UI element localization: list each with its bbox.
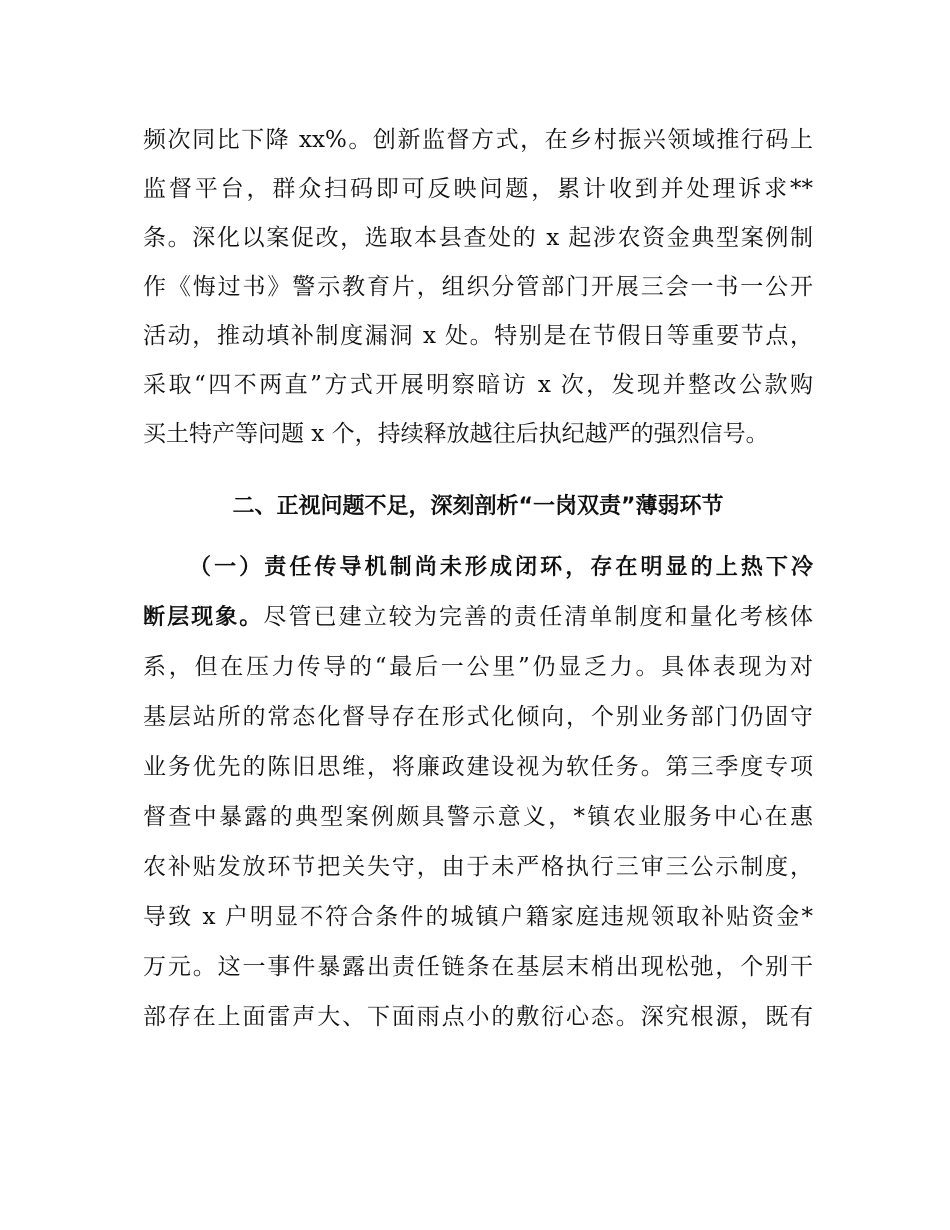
paragraph-2-line: 万元。这一事件暴露出责任链条在基层末梢出现松弛，个别干: [143, 954, 813, 980]
paragraph-2-line: 导致 x 户明显不符合条件的城镇户籍家庭违规领取补贴资金*: [143, 904, 813, 930]
paragraph-2-lead-line: [143, 547, 813, 587]
paragraph-1-line: 买土特产等问题 x 个，持续释放越往后执纪越严的强烈信号。: [143, 421, 769, 447]
subsection-heading-part-2: 断层现象。: [143, 605, 264, 630]
paragraph-1-line: 采取“四不两直”方式开展明察暗访 x 次，发现并整改公款购: [143, 372, 813, 398]
section-heading: 二、正视问题不足，深刻剖析“一岗双责”薄弱环节: [232, 494, 724, 519]
paragraph-1-line: 作《悔过书》警示教育片，组织分管部门开展三会一书一公开: [143, 274, 813, 300]
paragraph-2-line: [143, 597, 813, 637]
paragraph-2-line: 系，但在压力传导的“最后一公里”仍显乏力。具体表现为对: [143, 654, 813, 680]
paragraph-2-line: 农补贴发放环节把关失守，由于未严格执行三审三公示制度，: [143, 854, 813, 880]
paragraph-1-line: 活动，推动填补制度漏洞 x 处。特别是在节假日等重要节点，: [143, 323, 813, 349]
paragraph-1-line: 频次同比下降 xx%。创新监督方式，在乡村振兴领域推行码上: [143, 127, 813, 153]
paragraph-1-line: 条。深化以案促改，选取本县查处的 x 起涉农资金典型案例制: [143, 225, 813, 251]
paragraph-2-line: 业务优先的陈旧思维，将廉政建设视为软任务。第三季度专项: [143, 754, 813, 780]
paragraph-2-line: 督查中暴露的典型案例颇具警示意义，*镇农业服务中心在惠: [143, 804, 813, 830]
subsection-heading-part-1: （一）责任传导机制尚未形成闭环，存在明显的上热下冷: [189, 555, 813, 580]
paragraph-1-line: 监督平台，群众扫码即可反映问题，累计收到并处理诉求**: [143, 176, 813, 202]
paragraph-2-line-rest: 尽管已建立较为完善的责任清单制度和量化考核体: [263, 604, 813, 630]
paragraph-2-line: 部存在上面雷声大、下面雨点小的敷衍心态。深究根源，既有: [143, 1004, 813, 1030]
paragraph-2-line: 基层站所的常态化督导存在形式化倾向，个别业务部门仍固守: [143, 704, 813, 730]
